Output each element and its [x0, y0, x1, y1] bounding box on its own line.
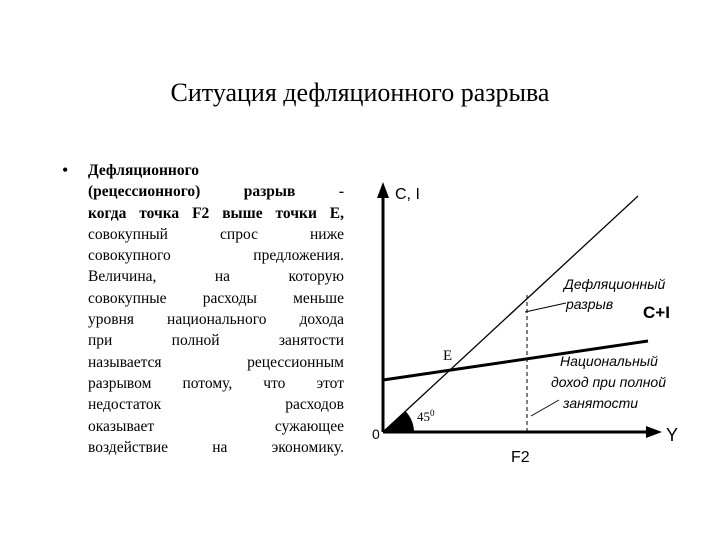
angle-value: 45 [417, 409, 430, 424]
bullet-line: (рецессионного) разрыв - [88, 183, 344, 201]
gap-label-line2: разрыв [566, 296, 614, 312]
bullet-line: совокупного предложения. [88, 247, 344, 265]
ci-label: C+I [643, 303, 670, 322]
gap-pointer [525, 303, 566, 312]
bullet-line: совокупный спрос ниже [88, 225, 344, 243]
angle-wedge [383, 412, 414, 432]
x-axis-arrow [646, 426, 662, 438]
f2-label: F2 [511, 449, 530, 466]
income-label-line2: доход при полной [551, 374, 666, 390]
bullet-line: воздействие на экономику. [88, 438, 344, 456]
bullet-line: Величина, на которую [88, 268, 344, 286]
bullet-line: уровня национального дохода [88, 311, 344, 329]
bullet-line: разрывом потому, что этот [88, 374, 344, 392]
y-axis-label: C, I [395, 186, 420, 203]
bullet-line: Дефляционного [88, 162, 199, 179]
income-label-line1: Национальный [560, 353, 658, 369]
y-axis-arrow [377, 182, 389, 198]
bullet-marker: • [62, 160, 69, 180]
bullet-line: называется рецессионным [88, 353, 344, 371]
point-e-label: E [443, 348, 453, 364]
angle-label [417, 408, 435, 424]
bullet-line: недостаток расходов [88, 396, 344, 414]
x-axis-label: Y [666, 425, 679, 445]
income-pointer [531, 400, 559, 416]
origin-label: 0 [372, 426, 380, 442]
bullet-line: совокупные расходы меньше [88, 289, 344, 307]
bullet-line: при полной занятости [88, 332, 344, 350]
income-label-line3: занятости [563, 395, 639, 411]
angle-degree-superscript: 0 [430, 408, 435, 418]
gap-label-line1: Дефляционный [564, 276, 666, 292]
bullet-line: когда точка F2 выше точки Е, [88, 204, 344, 222]
slide-title: Ситуация дефляционного разрыва [170, 78, 550, 107]
bullet-line: оказывает сужающее [88, 417, 344, 435]
